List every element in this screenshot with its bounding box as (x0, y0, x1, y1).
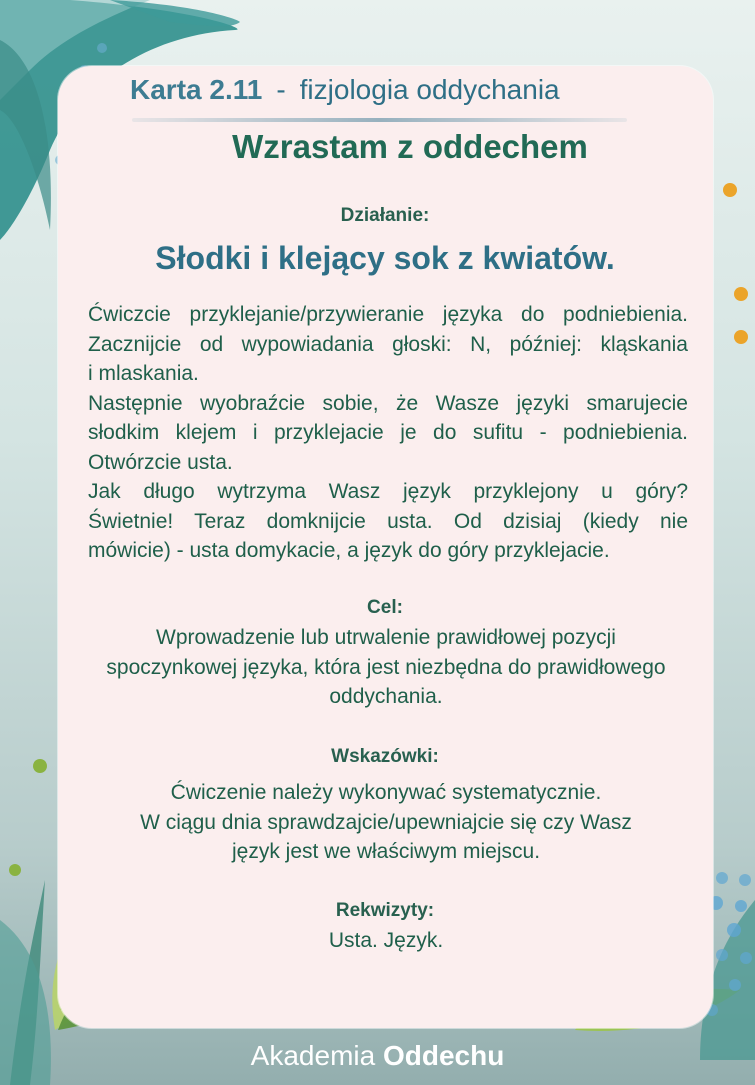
action-description (88, 300, 688, 566)
card-topic: fizjologia oddychania (299, 74, 560, 105)
header-underline (132, 118, 627, 122)
action-line: Jak długo wytrzyma Wasz język przyklejony u góry? (88, 480, 688, 503)
tips-line: język jest we właściwym miejscu. (231, 840, 541, 863)
goal-line: Wprowadzenie lub utrwalenie prawidłowej pozycji (156, 626, 616, 649)
action-line: mówicie) - usta domykacie, a język do góry przyklejacie. (88, 539, 610, 562)
action-line: Otwórzcie usta. (88, 450, 233, 474)
action-line: słodkim klejem i przyklejacie je do sufitu - podniebienia. (88, 421, 688, 444)
action-label: Działanie: (340, 205, 430, 226)
action-line: Zacznijcie od wypowiadania głoski: N, później: kląskania (88, 332, 688, 356)
card-header (130, 74, 650, 118)
action-line: i mlaskania. (88, 362, 199, 385)
action-title: Słodki i klejący sok z kwiatów. (155, 240, 615, 276)
footer-brand-name: Oddechu (382, 1040, 505, 1071)
goal-line: oddychania. (329, 685, 443, 708)
goal-label: Cel: (367, 597, 403, 618)
footer-prefix: Akademia (250, 1040, 376, 1071)
footer-brand (0, 1040, 755, 1080)
card-title: Wzrastam z oddechem (232, 128, 588, 165)
goal-text (80, 623, 692, 712)
action-line: Ćwiczcie przyklejanie/przywieranie języka do podniebienia. (88, 303, 688, 326)
header-separator: - (276, 74, 286, 105)
props-label: Rekwizyty: (335, 900, 435, 921)
tips-line: Ćwiczenie należy wykonywać systematycznie. (170, 781, 602, 804)
props-text: Usta. Język. (328, 929, 444, 952)
tips-line: W ciągu dnia sprawdzajcie/upewniajcie się czy Wasz (140, 810, 632, 834)
tips-label: Wskazówki: (331, 746, 439, 767)
action-line: Świetnie! Teraz domknijcie usta. Od dzisiaj (kiedy nie (88, 509, 688, 533)
goal-line: spoczynkowej języka, która jest niezbędna do prawidłowego (106, 655, 666, 679)
tips-text (80, 778, 692, 867)
action-line: Następnie wyobraźcie sobie, że Wasze języki smarujecie (88, 391, 688, 415)
card-number: Karta 2.11 (130, 74, 263, 105)
